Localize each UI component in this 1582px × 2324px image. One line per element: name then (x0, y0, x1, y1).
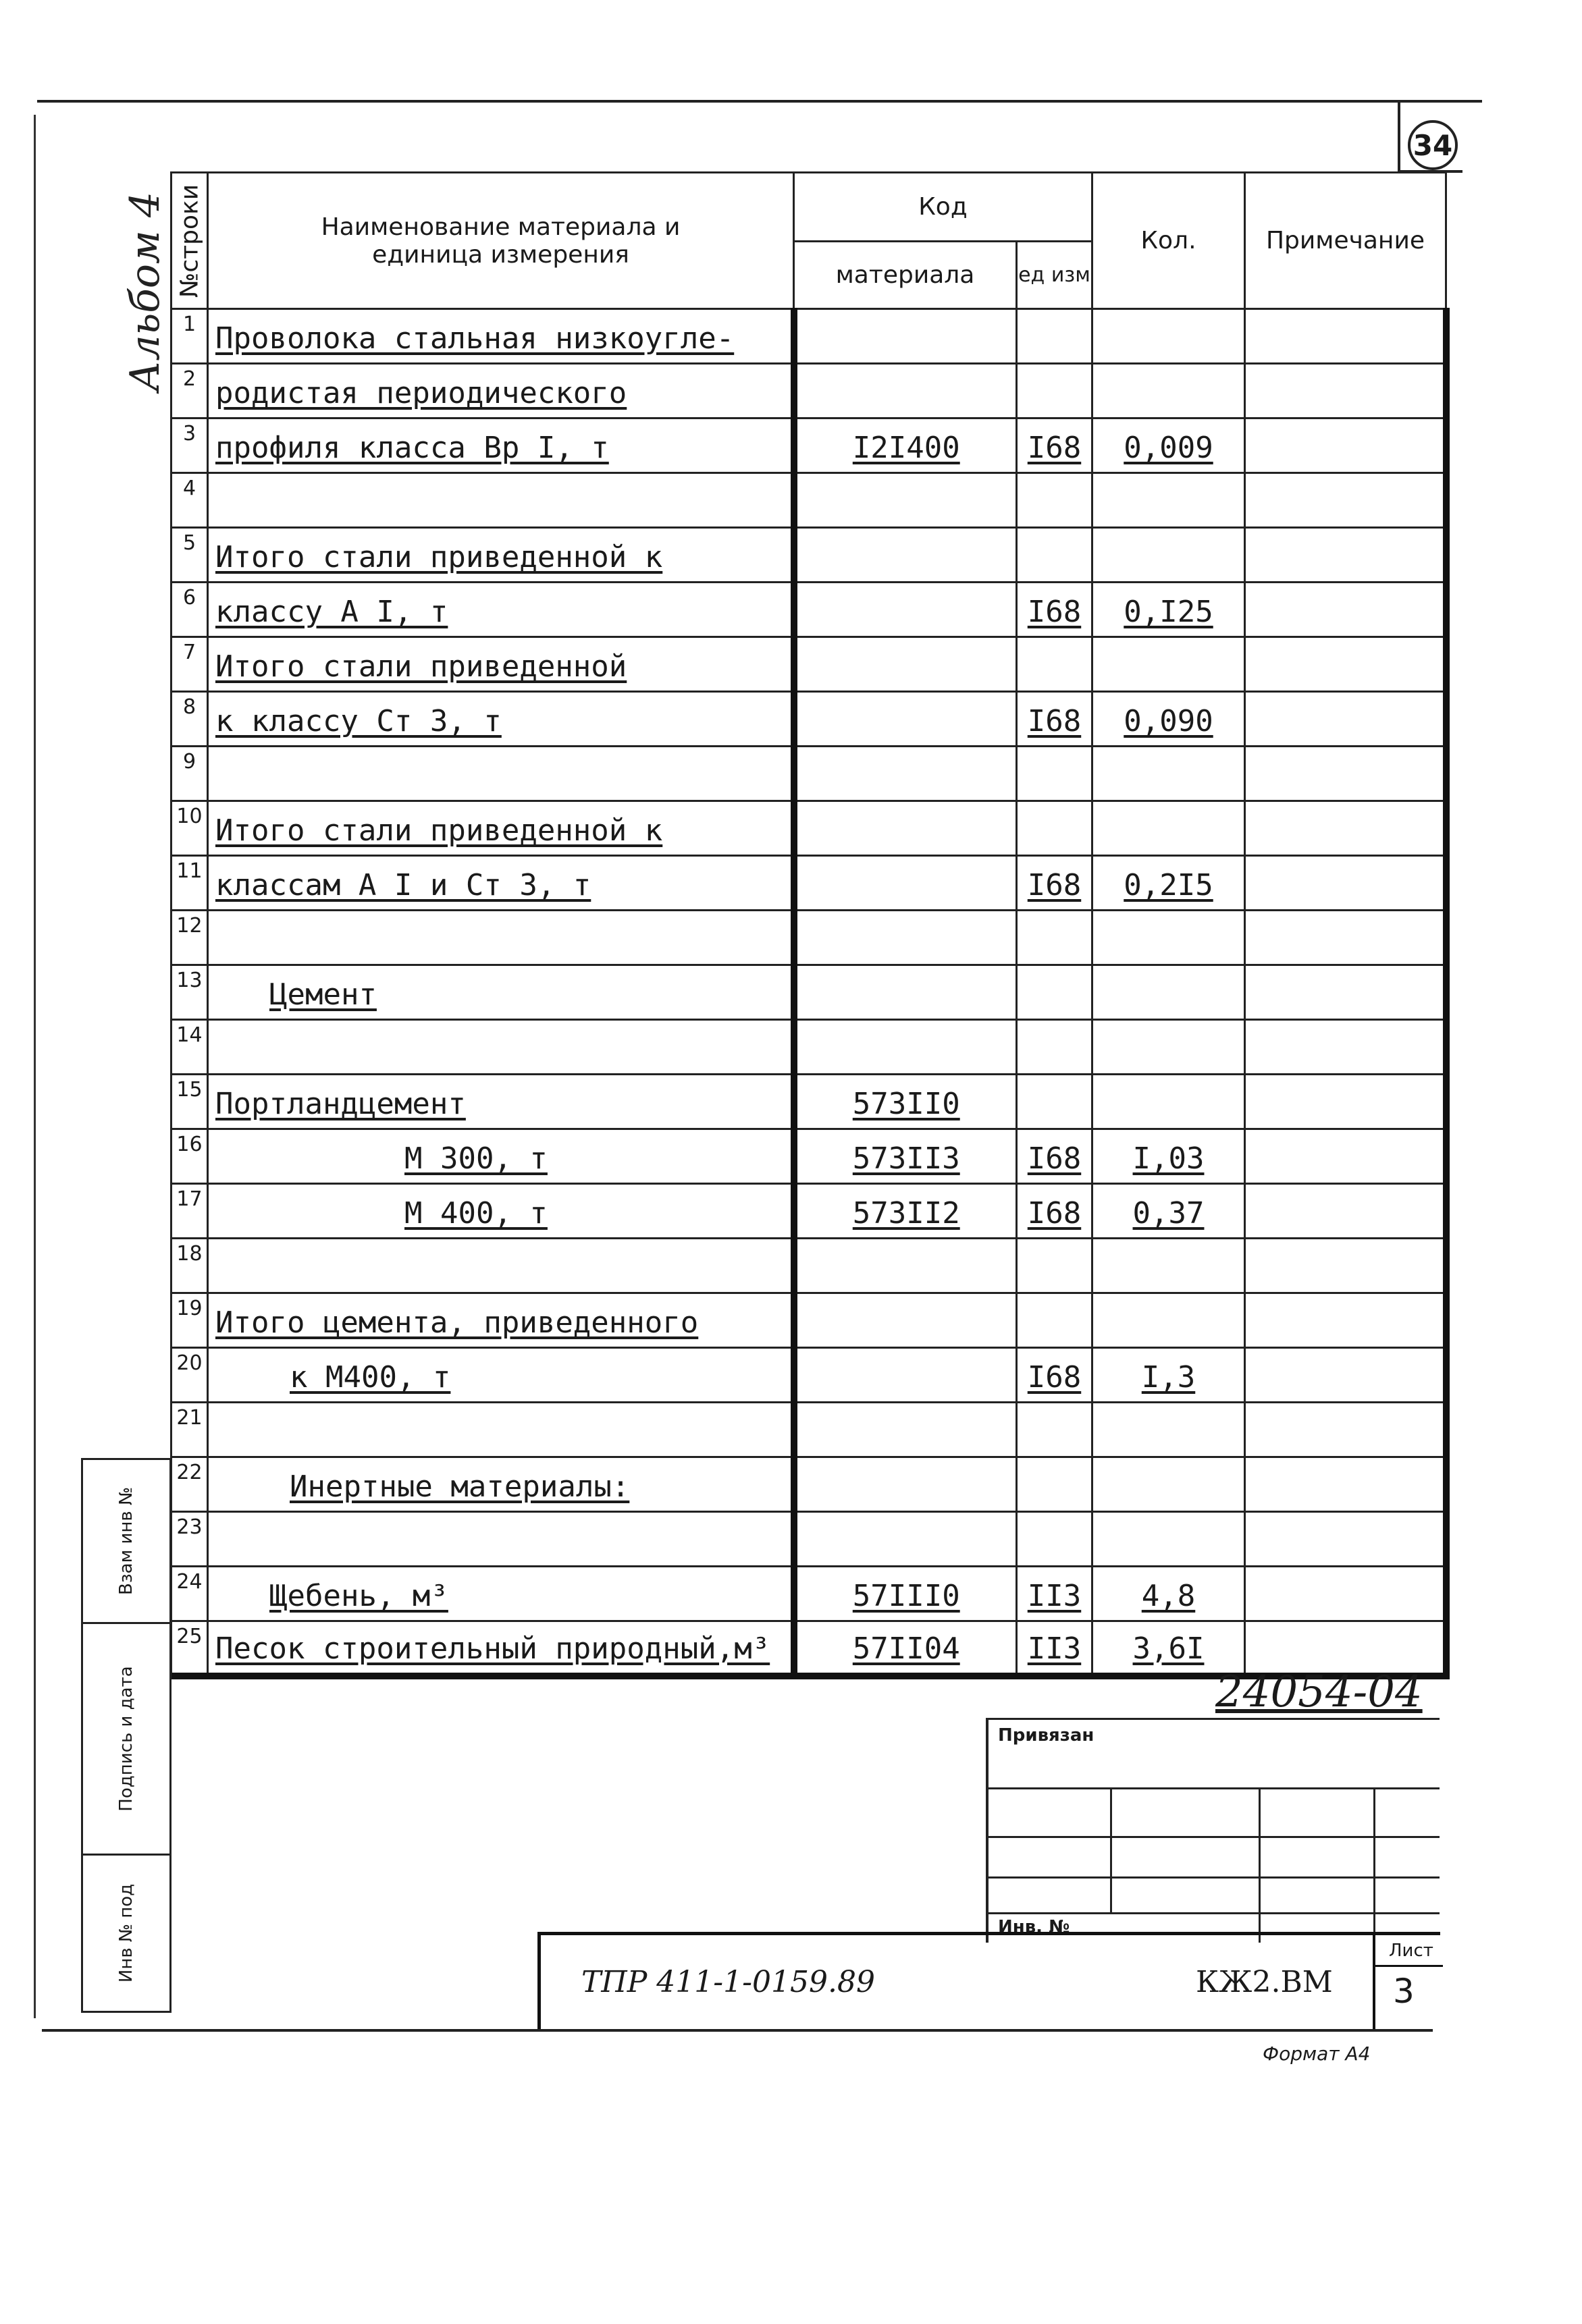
row-number-cell: 21 (172, 1403, 208, 1457)
note-cell (1245, 801, 1446, 856)
material-code-cell (794, 309, 1017, 364)
quantity-cell (1092, 637, 1245, 692)
quantity-cell: I,03 (1092, 1129, 1245, 1184)
material-name-cell: М 300, т (208, 1129, 794, 1184)
sheet-divider (1375, 1965, 1443, 1967)
quantity-cell: 0,2I5 (1092, 856, 1245, 911)
header-code-unit: ед изм (1017, 242, 1092, 309)
album-label: Альбом 4 (122, 191, 169, 391)
row-number-cell: 4 (172, 473, 208, 528)
unit-code-cell: I68 (1017, 1129, 1092, 1184)
material-name-cell: Итого цемента, приведенного (208, 1293, 794, 1348)
row-number-cell: 19 (172, 1293, 208, 1348)
bound-line (988, 1787, 1440, 1789)
table-row (172, 1129, 1446, 1184)
material-name-cell (208, 1020, 794, 1075)
quantity-cell: 0,37 (1092, 1184, 1245, 1239)
material-code-cell (794, 528, 1017, 583)
material-code-cell (794, 1457, 1017, 1512)
quantity-cell (1092, 473, 1245, 528)
material-name-cell: к М400, т (208, 1348, 794, 1403)
quantity-cell (1092, 1512, 1245, 1567)
note-cell (1245, 1129, 1446, 1184)
material-code-cell (794, 583, 1017, 637)
row-number-cell: 17 (172, 1184, 208, 1239)
header-row-number: №строки (172, 173, 208, 309)
quantity-cell (1092, 1020, 1245, 1075)
note-cell (1245, 692, 1446, 747)
quantity-cell (1092, 965, 1245, 1020)
row-number-cell: 8 (172, 692, 208, 747)
table-row (172, 1184, 1446, 1239)
unit-code-cell (1017, 1512, 1092, 1567)
frame-left-line (34, 115, 36, 2018)
header-qty: Кол. (1092, 173, 1245, 309)
material-code-cell (794, 1293, 1017, 1348)
row-number-cell: 14 (172, 1020, 208, 1075)
note-cell (1245, 1184, 1446, 1239)
material-code-cell (794, 801, 1017, 856)
quantity-cell: 0,I25 (1092, 583, 1245, 637)
material-name-cell (208, 1512, 794, 1567)
row-number-cell: 6 (172, 583, 208, 637)
material-code-cell: 573II2 (794, 1184, 1017, 1239)
note-cell (1245, 856, 1446, 911)
frame-top-line (37, 100, 1482, 103)
unit-code-cell (1017, 1293, 1092, 1348)
unit-code-cell (1017, 1020, 1092, 1075)
unit-code-cell (1017, 1457, 1092, 1512)
material-name-cell: Итого стали приведенной к (208, 801, 794, 856)
quantity-cell: 4,8 (1092, 1567, 1245, 1621)
note-cell (1245, 637, 1446, 692)
side-stamp (81, 1458, 172, 2013)
project-code: ТПР 411-1-0159.89 (581, 1965, 875, 1999)
unit-code-cell: II3 (1017, 1621, 1092, 1676)
quantity-cell (1092, 1239, 1245, 1293)
row-number-cell: 10 (172, 801, 208, 856)
quantity-cell (1092, 1075, 1245, 1129)
quantity-cell: 3,6I (1092, 1621, 1245, 1676)
table-row (172, 1075, 1446, 1129)
header-name: Наименование материала и единица измерения (208, 173, 794, 309)
note-cell (1245, 418, 1446, 473)
note-cell (1245, 528, 1446, 583)
note-cell (1245, 1403, 1446, 1457)
quantity-cell (1092, 1293, 1245, 1348)
row-number-cell: 2 (172, 364, 208, 418)
table-row (172, 1457, 1446, 1512)
quantity-cell (1092, 1403, 1245, 1457)
row-number-cell: 15 (172, 1075, 208, 1129)
drawing-mark: КЖ2.ВМ (1196, 1965, 1333, 1999)
material-code-cell (794, 1512, 1017, 1567)
row-number-cell: 1 (172, 309, 208, 364)
unit-code-cell (1017, 965, 1092, 1020)
material-code-cell (794, 1239, 1017, 1293)
side-stamp-inv-orig: Инв № под (116, 1883, 136, 1983)
title-block (537, 1932, 1440, 2030)
note-cell (1245, 309, 1446, 364)
sheet-number: 3 (1393, 1972, 1415, 2011)
unit-code-cell (1017, 637, 1092, 692)
row-number-cell: 24 (172, 1567, 208, 1621)
unit-code-cell: II3 (1017, 1567, 1092, 1621)
bound-stamp (986, 1718, 1440, 1943)
material-code-cell (794, 911, 1017, 965)
unit-code-cell (1017, 364, 1092, 418)
header-code: Код (794, 173, 1092, 242)
row-number-cell: 22 (172, 1457, 208, 1512)
row-number-cell: 13 (172, 965, 208, 1020)
row-number-cell: 3 (172, 418, 208, 473)
table-row (172, 1567, 1446, 1621)
table-row (172, 637, 1446, 692)
table-row (172, 911, 1446, 965)
bound-vline (1259, 1787, 1261, 1943)
material-name-cell: Итого стали приведенной (208, 637, 794, 692)
table-row (172, 309, 1446, 364)
material-code-cell: 57III0 (794, 1567, 1017, 1621)
note-cell (1245, 1567, 1446, 1621)
table-row (172, 1293, 1446, 1348)
note-cell (1245, 1512, 1446, 1567)
table-row (172, 692, 1446, 747)
side-stamp-vzam-inv: Взам инв № (83, 1460, 169, 1624)
quantity-cell (1092, 528, 1245, 583)
table-row (172, 1403, 1446, 1457)
row-number-cell: 12 (172, 911, 208, 965)
bound-line (988, 1912, 1440, 1914)
material-name-cell (208, 1403, 794, 1457)
row-number-cell: 23 (172, 1512, 208, 1567)
quantity-cell (1092, 911, 1245, 965)
material-code-cell (794, 637, 1017, 692)
material-name-cell (208, 473, 794, 528)
sheet-box (1373, 1935, 1443, 2030)
table-row (172, 747, 1446, 801)
quantity-cell (1092, 1457, 1245, 1512)
quantity-cell: 0,090 (1092, 692, 1245, 747)
material-code-cell (794, 1348, 1017, 1403)
note-cell (1245, 1457, 1446, 1512)
unit-code-cell (1017, 528, 1092, 583)
material-code-cell (794, 965, 1017, 1020)
material-name-cell: Песок строительный природный,м³ (208, 1621, 794, 1676)
table-row (172, 1239, 1446, 1293)
table-row (172, 418, 1446, 473)
material-name-cell: Щебень, м³ (208, 1567, 794, 1621)
material-code-cell (794, 856, 1017, 911)
row-number-cell: 18 (172, 1239, 208, 1293)
table-row (172, 473, 1446, 528)
bound-label: Привязан (998, 1725, 1095, 1746)
unit-code-cell: I68 (1017, 418, 1092, 473)
row-number-cell: 5 (172, 528, 208, 583)
quantity-cell: I,3 (1092, 1348, 1245, 1403)
unit-code-cell: I68 (1017, 1184, 1092, 1239)
quantity-cell: 0,009 (1092, 418, 1245, 473)
unit-code-cell: I68 (1017, 1348, 1092, 1403)
material-code-cell (794, 692, 1017, 747)
quantity-cell (1092, 801, 1245, 856)
bound-vline (1373, 1787, 1375, 1943)
material-code-cell (794, 473, 1017, 528)
material-name-cell: профиля класса Вр I, т (208, 418, 794, 473)
sheet-label: Лист (1389, 1941, 1433, 1961)
note-cell (1245, 583, 1446, 637)
frame-bottom-line (42, 2029, 1433, 2032)
material-name-cell: Инертные материалы: (208, 1457, 794, 1512)
note-cell (1245, 965, 1446, 1020)
table-row (172, 1348, 1446, 1403)
unit-code-cell (1017, 801, 1092, 856)
bound-line (988, 1876, 1440, 1879)
table-row (172, 856, 1446, 911)
material-code-cell: 573II0 (794, 1075, 1017, 1129)
document-code: 24054-04 (1215, 1667, 1423, 1717)
side-stamp-sign-date: Подпись и дата (83, 1624, 169, 1856)
material-code-cell (794, 1020, 1017, 1075)
material-name-cell: Цемент (208, 965, 794, 1020)
table-row (172, 528, 1446, 583)
material-code-cell: I2I400 (794, 418, 1017, 473)
unit-code-cell (1017, 911, 1092, 965)
row-number-cell: 20 (172, 1348, 208, 1403)
unit-code-cell (1017, 1075, 1092, 1129)
material-name-cell (208, 1239, 794, 1293)
quantity-cell (1092, 364, 1245, 418)
unit-code-cell (1017, 747, 1092, 801)
table-row (172, 1020, 1446, 1075)
material-spec-table (170, 171, 1450, 1679)
material-name-cell: классу А I, т (208, 583, 794, 637)
page-number: 34 (1408, 120, 1458, 170)
material-code-cell: 57II04 (794, 1621, 1017, 1676)
material-name-cell: родистая периодического (208, 364, 794, 418)
note-cell (1245, 911, 1446, 965)
spec-body (172, 309, 1446, 1676)
bound-vline (1110, 1787, 1112, 1912)
material-name-cell (208, 911, 794, 965)
table-row (172, 965, 1446, 1020)
unit-code-cell: I68 (1017, 692, 1092, 747)
material-code-cell (794, 1403, 1017, 1457)
table-row (172, 801, 1446, 856)
row-number-cell: 11 (172, 856, 208, 911)
material-name-cell: Итого стали приведенной к (208, 528, 794, 583)
material-code-cell (794, 747, 1017, 801)
note-cell (1245, 1239, 1446, 1293)
material-name-cell: Проволока стальная низкоугле- (208, 309, 794, 364)
material-name-cell: к классу Ст 3, т (208, 692, 794, 747)
note-cell (1245, 1348, 1446, 1403)
quantity-cell (1092, 309, 1245, 364)
material-name-cell: М 400, т (208, 1184, 794, 1239)
header-code-material: материала (794, 242, 1017, 309)
format-label: Формат А4 (1263, 2043, 1371, 2065)
table-row (172, 583, 1446, 637)
material-name-cell (208, 747, 794, 801)
note-cell (1245, 473, 1446, 528)
material-name-cell: Портландцемент (208, 1075, 794, 1129)
row-number-cell: 25 (172, 1621, 208, 1676)
unit-code-cell (1017, 1239, 1092, 1293)
unit-code-cell: I68 (1017, 856, 1092, 911)
table-row (172, 364, 1446, 418)
table-row (172, 1512, 1446, 1567)
material-code-cell: 573II3 (794, 1129, 1017, 1184)
unit-code-cell (1017, 1403, 1092, 1457)
inventory-label: Инв. № (998, 1917, 1070, 1937)
row-number-cell: 9 (172, 747, 208, 801)
row-number-cell: 7 (172, 637, 208, 692)
note-cell (1245, 1020, 1446, 1075)
row-number-cell: 16 (172, 1129, 208, 1184)
quantity-cell (1092, 747, 1245, 801)
unit-code-cell: I68 (1017, 583, 1092, 637)
bound-line (988, 1836, 1440, 1838)
unit-code-cell (1017, 473, 1092, 528)
note-cell (1245, 1293, 1446, 1348)
unit-code-cell (1017, 309, 1092, 364)
material-name-cell: классам А I и Ст 3, т (208, 856, 794, 911)
note-cell (1245, 1075, 1446, 1129)
note-cell (1245, 747, 1446, 801)
header-note: Примечание (1245, 173, 1446, 309)
material-code-cell (794, 364, 1017, 418)
note-cell (1245, 364, 1446, 418)
